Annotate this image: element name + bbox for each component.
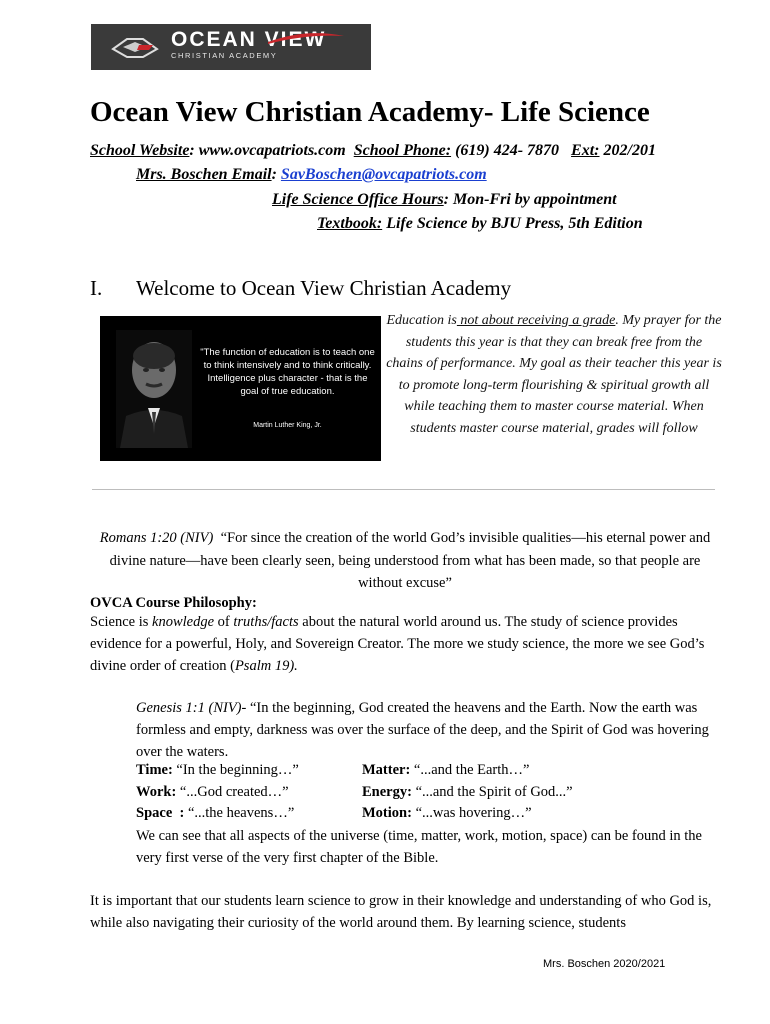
philosophy-text-1: Science is (90, 614, 153, 630)
ship-emblem-icon (109, 33, 161, 61)
motion-item (362, 805, 532, 822)
education-underlined: not about receiving a grade (456, 313, 616, 328)
phone-value: (619) 424- 7870 (455, 142, 560, 159)
work-label: Work: (136, 784, 177, 800)
energy-value: “...and the Spirit of God...” (411, 784, 573, 800)
contact-line-1 (90, 142, 656, 160)
philosophy-paragraph (90, 611, 720, 677)
romans-ref: Romans 1:20 (NIV) (99, 530, 214, 546)
quote-attribution: Martin Luther King, Jr. (253, 422, 322, 429)
contact-line-4 (317, 215, 643, 233)
page-title: Ocean View Christian Academy- Life Science (90, 96, 650, 128)
romans-text: “For since the creation of the world God’s invisible qualities—his eternal power and divine nature—have been clearly seen, being understood from what has been made, so that people are without excuse” (109, 530, 711, 591)
portrait-icon (116, 330, 192, 448)
swoosh-icon (266, 30, 346, 46)
education-start: Education is (386, 313, 457, 328)
logo-title: OCEAN VIEW (171, 28, 327, 51)
philosophy-truths: truths/facts (233, 614, 299, 630)
motion-value: “...was hovering…” (411, 805, 532, 821)
mlk-quote-image (100, 316, 381, 461)
section-title: Welcome to Ocean View Christian Academy (136, 276, 512, 300)
philosophy-psalm: Psalm 19). (234, 658, 298, 674)
closing-paragraph: It is important that our students learn science to grow in their knowledge and understanding of who God is, while also navigating their curiosity of the world around them. By learning science, students (90, 893, 712, 931)
genesis-conclusion: We can see that all aspects of the universe (time, matter, work, motion, space) can be found in the very first verse of the very first chapter of the Bible. (136, 828, 702, 866)
logo-subtitle: CHRISTIAN ACADEMY (171, 51, 278, 60)
hours-label: Life Science Office Hours (272, 191, 444, 208)
contact-line-3 (272, 191, 617, 209)
email-label: Mrs. Boschen Email (136, 166, 272, 183)
school-logo (91, 24, 371, 70)
philosophy-text-3: about the natural world around us. The study of science provides evidence for a powerful, Holy, and Sovereign Creator. The more we study science, the more we see God’s divine order of creation ( (90, 614, 705, 674)
website-value: : www.ovcapatriots.com (189, 142, 346, 159)
phone-label: School Phone: (353, 142, 452, 159)
energy-label: Energy: (362, 784, 412, 800)
website-label: School Website (90, 142, 190, 159)
time-item (136, 762, 299, 779)
genesis-ref: Genesis 1:1 (NIV)- (136, 700, 247, 716)
ext-value: 202/201 (603, 142, 656, 159)
matter-item (362, 762, 529, 779)
contact-line-2: Mrs. Boschen Email: SavBoschen@ovcapatriots.com (136, 166, 487, 183)
quote-text: "The function of education is to teach one to think intensively and to think critically. Intelligence plus character - that is the goal of true education. (200, 347, 375, 397)
space-label: Space : (136, 805, 185, 821)
motion-label: Motion: (362, 805, 412, 821)
time-label: Time: (136, 762, 173, 778)
education-rest: . My prayer for the students this year is that they can break free from the chains of performance. My goal as their teacher this year is to promote long-term flourishing & spiritual growth all while teaching them to master course material. When students master course material, grades will follow (386, 313, 722, 436)
matter-value: “...and the Earth…” (410, 762, 530, 778)
philosophy-heading: OVCA Course Philosophy: (90, 595, 257, 611)
genesis-text: “In the beginning, God created the heavens and the Earth. Now the earth was formless and empty, darkness was over the surface of the deep, and the Spirit of God was hovering over the waters. (136, 700, 709, 760)
email-link[interactable]: SavBoschen@ovcapatriots.com (280, 166, 487, 183)
time-value: “In the beginning…” (172, 762, 299, 778)
textbook-value: Life Science by BJU Press, 5th Edition (386, 215, 643, 232)
space-value: “...the heavens…” (184, 805, 295, 821)
section-number: I. (90, 276, 103, 300)
genesis-paragraph (136, 697, 716, 763)
work-item (136, 784, 289, 801)
space-item (136, 805, 294, 822)
footer-text: Mrs. Boschen 2020/2021 (543, 958, 666, 970)
hours-value: : Mon-Fri by appointment (443, 191, 617, 208)
work-value: “...God created…” (176, 784, 289, 800)
divider (92, 489, 715, 490)
energy-item (362, 784, 573, 801)
matter-label: Matter: (362, 762, 411, 778)
textbook-label: Textbook: (317, 215, 383, 232)
philosophy-text-2: of (214, 614, 234, 630)
philosophy-knowledge: knowledge (152, 614, 215, 630)
ext-label: Ext: (571, 142, 600, 159)
romans-quote (90, 527, 720, 595)
education-paragraph (386, 310, 722, 440)
